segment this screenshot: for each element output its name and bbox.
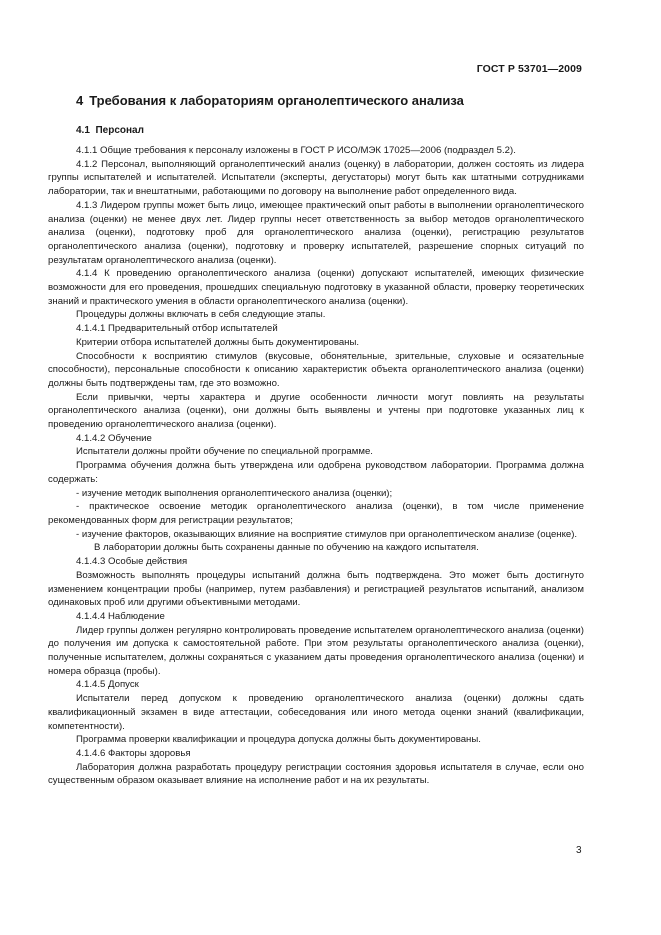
- paragraph: 4.1.2 Персонал, выполняющий органолептический анализ (оценку) в лаборатории, должен состоять из лидера группы испытателей и испытателей. Испытатели (эксперты, дегустаторы) могут быть как штатными сотрудниками лаборатории, так и внештатными, работающими по договору на выполнение работ определенного вида.: [48, 158, 584, 198]
- section-number: 4: [76, 93, 84, 108]
- clause-heading: 4.1.4.6 Факторы здоровья: [76, 747, 191, 759]
- list-item: - практическое освоение методик органолептического анализа (оценки), в том числе применение рекомендованных форм для регистрации результатов;: [48, 501, 584, 526]
- paragraph: 4.1.1 Общие требования к персоналу изложены в ГОСТ Р ИСО/МЭК 17025—2006 (подраздел 5.2).: [76, 145, 516, 156]
- section-title-text: Требования к лабораториям органолептического анализа: [89, 93, 464, 108]
- clause-heading: 4.1.4.3 Особые действия: [76, 556, 188, 568]
- paragraph: Если привычки, черты характера и другие особенности личности могут повлиять на результаты органолептического анализа (оценки), они должны быть выявлены и учтены при подготовке указанных лиц к проведению органолептического анализа (оценки).: [48, 391, 584, 431]
- section-heading: [76, 93, 464, 108]
- list-item: - изучение методик выполнения органолептического анализа (оценки);: [76, 487, 393, 499]
- paragraph: Лидер группы должен регулярно контролировать проведение испытателем органолептического анализа (оценки) до получения им допуска к самостоятельной работе. При этом результаты органолептического анализа (оценки), полученные испытателем, должны сохраняться с указанием даты проведения органолептического анализа (оценки) и номера образца (пробы).: [48, 624, 584, 677]
- clause-heading: 4.1.4.1 Предварительный отбор испытателей: [76, 323, 278, 335]
- paragraph: Возможность выполнять процедуры испытаний должна быть подтверждена. Это может быть достигнуто изменением концентрации пробы (например, путем разбавления) и регистрацией результатов испытаний, анализом одинаковых проб или другими объективными методами.: [48, 569, 584, 609]
- clause-heading: 4.1.4.4 Наблюдение: [76, 610, 165, 622]
- paragraph: Критерии отбора испытателей должны быть документированы.: [76, 336, 360, 348]
- paragraph: 4.1.4 К проведению органолептического анализа (оценки) допускают испытателей, имеющих физические возможности для его проведения, прошедших специальную подготовку в указанной области, проверку теоретических знаний и практического умения в области органолептического анализа (оценки).: [48, 268, 584, 307]
- paragraph: Испытатели перед допуском к проведению органолептического анализа (оценки) должны сдать квалификационный экзамен в виде аттестации, собеседования или иного метода оценки знаний (квалификации, компетентности).: [48, 693, 584, 732]
- paragraph: Испытатели должны пройти обучение по специальной программе.: [76, 446, 373, 458]
- list-item: - изучение факторов, оказывающих влияние на восприятие стимулов при органолептическом анализе (оценке).: [76, 528, 578, 540]
- subsection-heading: [48, 124, 584, 137]
- paragraph: Процедуры должны включать в себя следующие этапы.: [76, 309, 326, 321]
- paragraph: Лаборатория должна разработать процедуру регистрации состояния здоровья испытателя в случае, если оно существенным образом оказывает влияние на исполнение работ и на их результаты.: [48, 761, 584, 787]
- document-body: [48, 124, 584, 788]
- paragraph: Программа проверки квалификации и процедура допуска должны быть документированы.: [76, 734, 481, 746]
- subsection-number: 4.1: [76, 125, 90, 136]
- paragraph: В лаборатории должны быть сохранены данные по обучению на каждого испытателя.: [94, 542, 479, 554]
- subsection-title: Персонал: [95, 125, 144, 136]
- page-number: 3: [576, 845, 582, 856]
- paragraph: Программа обучения должна быть утверждена или одобрена руководством лаборатории. Программа должна содержать:: [48, 460, 584, 485]
- paragraph: Способности к восприятию стимулов (вкусовые, обонятельные, зрительные, слуховые и осязательные способности), персональные способности к описанию характеристик объекта органолептического анализа (оценки) должны быть подтверждены там, где это возможно.: [48, 350, 584, 389]
- clause-heading: 4.1.4.2 Обучение: [76, 432, 152, 444]
- clause-heading: 4.1.4.5 Допуск: [76, 679, 139, 691]
- paragraph: 4.1.3 Лидером группы может быть лицо, имеющее практический опыт работы в выполнении органолептического анализа (оценки) не менее двух лет. Лидер группы несет ответственность за выбор методов органолептического анализа (оценки), подготовку проб для органолептического анализа (оценки), регистрацию результатов органолептического анализа (оценки), подготовку и проверку испытателей, разрешение спорных ситуаций по результатам органолептического анализа (оценки).: [48, 199, 584, 266]
- standard-code: ГОСТ Р 53701—2009: [476, 63, 582, 75]
